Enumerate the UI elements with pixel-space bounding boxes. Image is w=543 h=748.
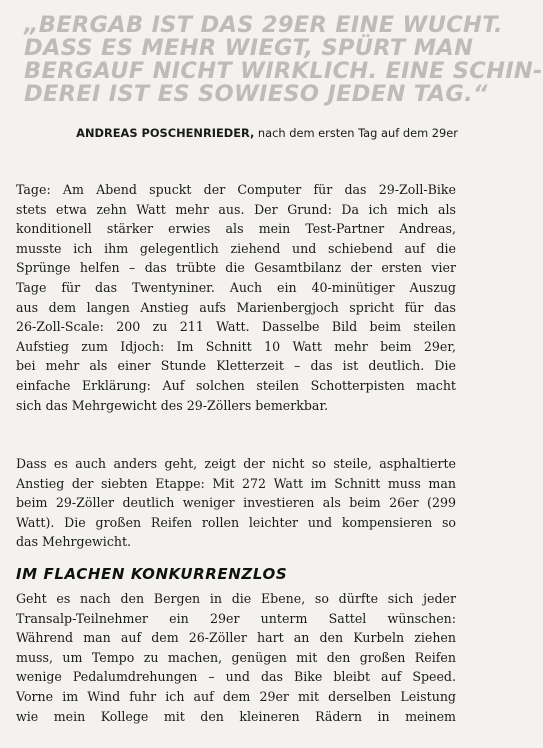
body-paragraph-3 [16,589,456,726]
text-line: stets etwa zehn Watt mehr aus. Der Grund: Da ich mich als [16,201,456,217]
text-line: Watt). Die großen Reifen rollen leichter und kompensieren so [16,514,456,530]
pull-quote-line: DASS ES MEHR WIEGT, SPÜRT MAN [24,35,474,61]
body-paragraph-1 [16,180,456,415]
text-line: sich das Mehrgewicht des 29-Zöllers bemerkbar. [16,397,329,413]
quote-author: ANDREAS POSCHENRIEDER, [76,126,255,140]
text-line: aus dem langen Anstieg aufs Marienbergjoch spricht für das [16,299,456,315]
text-line: wie mein Kollege mit den kleineren Rädern in meinem [16,708,456,724]
text-line: Tage für das Twentyniner. Auch ein 40-minütiger Auszug [16,279,456,295]
text-line: Tage: Am Abend spuckt der Computer für das 29-Zoll-Bike [16,182,456,197]
quote-attribution [76,126,458,140]
text-line: Dass es auch anders geht, zeigt der nicht so steile, asphaltierte [16,456,456,471]
text-line: Aufstieg zum Idjoch: Im Schnitt 10 Watt mehr beim 29er, [16,338,456,354]
pull-quote-line: BERGAUF NICHT WIRKLICH. EINE SCHIN- [24,58,543,84]
text-line: Geht es nach den Bergen in die Ebene, so dürfte sich jeder [16,591,456,606]
text-line: muss, um Tempo zu machen, genügen mit den großen Reifen [16,649,456,665]
pull-quote [24,12,543,107]
text-line: einfache Erklärung: Auf solchen steilen Schotterpisten macht [16,377,456,393]
text-line: Während man auf dem 26-Zöller hart an den Kurbeln ziehen [16,630,456,646]
text-line: Vorne im Wind fuhr ich auf dem 29er mit derselben Leistung [16,688,456,704]
text-line: wenige Pedalumdrehungen – und das Bike bleibt auf Speed. [16,669,456,685]
text-line: bei mehr als einer Stunde Kletterzeit – das ist deutlich. Die [16,358,456,374]
text-line: Anstieg der siebten Etappe: Mit 272 Watt im Schnitt muss man [16,475,456,491]
text-line: beim 29-Zöller deutlich weniger investieren als beim 26er (299 [16,495,456,511]
text-line: musste ich ihm gelegentlich ziehend und schiebend auf die [16,240,456,256]
pull-quote-line: DEREI IST ES SOWIESO JEDEN TAG.“ [24,81,488,107]
text-line: konditionell stärker erwies als mein Test-Partner Andreas, [16,221,456,237]
text-line: 26-Zoll-Scale: 200 zu 211 Watt. Dasselbe Bild beim steilen [16,319,456,335]
section-heading: IM FLACHEN KONKURRENZLOS [16,565,288,583]
text-line: Sprünge helfen – das trübte die Gesamtbilanz der ersten vier [16,260,456,276]
text-line: Transalp-Teilnehmer ein 29er unterm Sattel wünschen: [16,610,456,626]
quote-author-note: nach dem ersten Tag auf dem 29er [254,126,458,140]
body-paragraph-2 [16,454,456,552]
pull-quote-line: „BERGAB IST DAS 29ER EINE WUCHT. [24,12,503,38]
text-line: das Mehrgewicht. [16,534,132,550]
